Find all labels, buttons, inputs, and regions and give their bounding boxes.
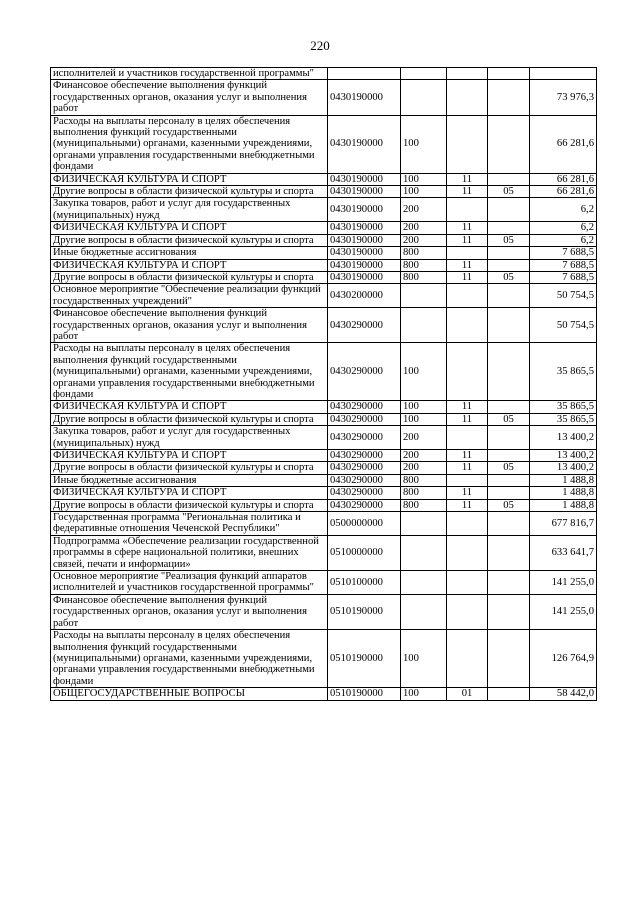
table-row bbox=[51, 450, 597, 462]
target-article-cell: 0430190000 bbox=[328, 186, 401, 198]
table-row bbox=[51, 688, 597, 700]
amount-cell: 6,2 bbox=[530, 222, 597, 234]
target-article-cell: 0510190000 bbox=[328, 630, 401, 688]
subsection-cell bbox=[488, 474, 530, 486]
subsection-cell: 05 bbox=[488, 271, 530, 283]
table-row bbox=[51, 198, 597, 222]
expense-type-cell: 100 bbox=[401, 413, 447, 425]
target-article-cell: 0510100000 bbox=[328, 571, 401, 595]
table-row bbox=[51, 571, 597, 595]
budget-table bbox=[50, 67, 597, 701]
row-name-cell: ФИЗИЧЕСКАЯ КУЛЬТУРА И СПОРТ bbox=[51, 173, 328, 185]
row-name-cell: ФИЗИЧЕСКАЯ КУЛЬТУРА И СПОРТ bbox=[51, 450, 328, 462]
section-cell bbox=[447, 284, 488, 308]
target-article-cell: 0430290000 bbox=[328, 343, 401, 401]
table-row bbox=[51, 68, 597, 80]
target-article-cell: 0430190000 bbox=[328, 173, 401, 185]
amount-cell: 7 688,5 bbox=[530, 271, 597, 283]
expense-type-cell bbox=[401, 68, 447, 80]
row-name-cell: Основное мероприятие "Обеспечение реализации функций государственных учреждений" bbox=[51, 284, 328, 308]
expense-type-cell: 100 bbox=[401, 688, 447, 700]
table-row bbox=[51, 186, 597, 198]
row-name-cell: Иные бюджетные ассигнования bbox=[51, 474, 328, 486]
subsection-cell bbox=[488, 535, 530, 570]
table-row bbox=[51, 487, 597, 499]
table-row bbox=[51, 630, 597, 688]
target-article-cell: 0430200000 bbox=[328, 284, 401, 308]
subsection-cell bbox=[488, 115, 530, 173]
target-article-cell: 0430190000 bbox=[328, 247, 401, 259]
target-article-cell: 0510190000 bbox=[328, 594, 401, 629]
table-row bbox=[51, 284, 597, 308]
amount-cell: 1 488,8 bbox=[530, 499, 597, 511]
subsection-cell: 05 bbox=[488, 499, 530, 511]
row-name-cell: Финансовое обеспечение выполнения функций государственных органов, оказания услуг и выполнения работ bbox=[51, 594, 328, 629]
subsection-cell bbox=[488, 173, 530, 185]
section-cell: 11 bbox=[447, 259, 488, 271]
subsection-cell: 05 bbox=[488, 413, 530, 425]
table-row bbox=[51, 594, 597, 629]
subsection-cell bbox=[488, 630, 530, 688]
table-row bbox=[51, 413, 597, 425]
row-name-cell: Другие вопросы в области физической культуры и спорта bbox=[51, 499, 328, 511]
row-name-cell: Другие вопросы в области физической культуры и спорта bbox=[51, 413, 328, 425]
budget-table-body bbox=[51, 68, 597, 701]
row-name-cell: Расходы на выплаты персоналу в целях обеспечения выполнения функций государственными (муниципальными) органами, казенными учреждениями, органами управления государственными внебюджетными фондами bbox=[51, 630, 328, 688]
subsection-cell bbox=[488, 512, 530, 536]
row-name-cell: ФИЗИЧЕСКАЯ КУЛЬТУРА И СПОРТ bbox=[51, 222, 328, 234]
section-cell bbox=[447, 426, 488, 450]
section-cell: 11 bbox=[447, 499, 488, 511]
table-row bbox=[51, 499, 597, 511]
table-row bbox=[51, 115, 597, 173]
row-name-cell: Другие вопросы в области физической культуры и спорта bbox=[51, 234, 328, 246]
table-row bbox=[51, 512, 597, 536]
table-row bbox=[51, 535, 597, 570]
row-name-cell: Расходы на выплаты персоналу в целях обеспечения выполнения функций государственными (муниципальными) органами, казенными учреждениями, органами управления государственными внебюджетными фондами bbox=[51, 115, 328, 173]
section-cell: 11 bbox=[447, 413, 488, 425]
table-row bbox=[51, 426, 597, 450]
amount-cell: 66 281,6 bbox=[530, 173, 597, 185]
section-cell bbox=[447, 247, 488, 259]
expense-type-cell: 200 bbox=[401, 234, 447, 246]
amount-cell: 35 865,5 bbox=[530, 413, 597, 425]
row-name-cell: Другие вопросы в области физической культуры и спорта bbox=[51, 271, 328, 283]
target-article-cell: 0430290000 bbox=[328, 487, 401, 499]
row-name-cell: Другие вопросы в области физической культуры и спорта bbox=[51, 186, 328, 198]
table-row bbox=[51, 222, 597, 234]
section-cell bbox=[447, 571, 488, 595]
amount-cell: 13 400,2 bbox=[530, 426, 597, 450]
amount-cell: 141 255,0 bbox=[530, 571, 597, 595]
section-cell bbox=[447, 68, 488, 80]
section-cell bbox=[447, 512, 488, 536]
row-name-cell: Финансовое обеспечение выполнения функций государственных органов, оказания услуг и выполнения работ bbox=[51, 308, 328, 343]
section-cell: 11 bbox=[447, 450, 488, 462]
table-row bbox=[51, 308, 597, 343]
target-article-cell: 0430190000 bbox=[328, 80, 401, 115]
target-article-cell: 0430290000 bbox=[328, 401, 401, 413]
target-article-cell: 0510000000 bbox=[328, 535, 401, 570]
section-cell bbox=[447, 535, 488, 570]
section-cell bbox=[447, 198, 488, 222]
expense-type-cell: 100 bbox=[401, 173, 447, 185]
row-name-cell: ОБЩЕГОСУДАРСТВЕННЫЕ ВОПРОСЫ bbox=[51, 688, 328, 700]
row-name-cell: Государственная программа "Региональная политика и федеративные отношения Чеченской Республики" bbox=[51, 512, 328, 536]
section-cell: 11 bbox=[447, 173, 488, 185]
row-name-cell: ФИЗИЧЕСКАЯ КУЛЬТУРА И СПОРТ bbox=[51, 259, 328, 271]
section-cell bbox=[447, 80, 488, 115]
expense-type-cell bbox=[401, 571, 447, 595]
target-article-cell bbox=[328, 68, 401, 80]
table-row bbox=[51, 462, 597, 474]
target-article-cell: 0510190000 bbox=[328, 688, 401, 700]
table-row bbox=[51, 234, 597, 246]
target-article-cell: 0430190000 bbox=[328, 198, 401, 222]
expense-type-cell: 200 bbox=[401, 222, 447, 234]
subsection-cell bbox=[488, 308, 530, 343]
section-cell bbox=[447, 630, 488, 688]
target-article-cell: 0430190000 bbox=[328, 115, 401, 173]
target-article-cell: 0430290000 bbox=[328, 462, 401, 474]
subsection-cell bbox=[488, 284, 530, 308]
table-row bbox=[51, 401, 597, 413]
row-name-cell: Закупка товаров, работ и услуг для государственных (муниципальных) нужд bbox=[51, 198, 328, 222]
amount-cell: 1 488,8 bbox=[530, 487, 597, 499]
target-article-cell: 0430190000 bbox=[328, 271, 401, 283]
subsection-cell bbox=[488, 401, 530, 413]
expense-type-cell: 800 bbox=[401, 247, 447, 259]
subsection-cell: 05 bbox=[488, 234, 530, 246]
row-name-cell: Другие вопросы в области физической культуры и спорта bbox=[51, 462, 328, 474]
section-cell bbox=[447, 115, 488, 173]
section-cell: 11 bbox=[447, 234, 488, 246]
expense-type-cell bbox=[401, 512, 447, 536]
subsection-cell bbox=[488, 450, 530, 462]
amount-cell: 1 488,8 bbox=[530, 474, 597, 486]
expense-type-cell: 800 bbox=[401, 487, 447, 499]
subsection-cell bbox=[488, 487, 530, 499]
row-name-cell: Расходы на выплаты персоналу в целях обеспечения выполнения функций государственными (муниципальными) органами, казенными учреждениями, органами управления государственными внебюджетными фондами bbox=[51, 343, 328, 401]
amount-cell: 677 816,7 bbox=[530, 512, 597, 536]
table-row bbox=[51, 80, 597, 115]
amount-cell: 13 400,2 bbox=[530, 462, 597, 474]
subsection-cell bbox=[488, 426, 530, 450]
row-name-cell: Закупка товаров, работ и услуг для государственных (муниципальных) нужд bbox=[51, 426, 328, 450]
section-cell: 11 bbox=[447, 222, 488, 234]
amount-cell: 633 641,7 bbox=[530, 535, 597, 570]
expense-type-cell: 800 bbox=[401, 474, 447, 486]
amount-cell: 126 764,9 bbox=[530, 630, 597, 688]
expense-type-cell: 100 bbox=[401, 186, 447, 198]
amount-cell: 50 754,5 bbox=[530, 308, 597, 343]
subsection-cell: 05 bbox=[488, 462, 530, 474]
subsection-cell bbox=[488, 343, 530, 401]
expense-type-cell: 800 bbox=[401, 499, 447, 511]
section-cell: 11 bbox=[447, 487, 488, 499]
target-article-cell: 0430290000 bbox=[328, 308, 401, 343]
target-article-cell: 0500000000 bbox=[328, 512, 401, 536]
amount-cell bbox=[530, 68, 597, 80]
table-row bbox=[51, 247, 597, 259]
expense-type-cell: 100 bbox=[401, 343, 447, 401]
section-cell bbox=[447, 308, 488, 343]
expense-type-cell bbox=[401, 535, 447, 570]
row-name-cell: исполнителей и участников государственной программы" bbox=[51, 68, 328, 80]
section-cell bbox=[447, 594, 488, 629]
target-article-cell: 0430290000 bbox=[328, 413, 401, 425]
subsection-cell bbox=[488, 80, 530, 115]
section-cell bbox=[447, 343, 488, 401]
amount-cell: 141 255,0 bbox=[530, 594, 597, 629]
amount-cell: 58 442,0 bbox=[530, 688, 597, 700]
expense-type-cell bbox=[401, 284, 447, 308]
target-article-cell: 0430290000 bbox=[328, 426, 401, 450]
expense-type-cell bbox=[401, 80, 447, 115]
section-cell bbox=[447, 474, 488, 486]
page-number: 220 bbox=[310, 38, 330, 53]
section-cell: 11 bbox=[447, 462, 488, 474]
target-article-cell: 0430190000 bbox=[328, 259, 401, 271]
row-name-cell: ФИЗИЧЕСКАЯ КУЛЬТУРА И СПОРТ bbox=[51, 401, 328, 413]
row-name-cell: Финансовое обеспечение выполнения функций государственных органов, оказания услуг и выполнения работ bbox=[51, 80, 328, 115]
expense-type-cell: 100 bbox=[401, 115, 447, 173]
subsection-cell bbox=[488, 594, 530, 629]
subsection-cell bbox=[488, 571, 530, 595]
target-article-cell: 0430290000 bbox=[328, 499, 401, 511]
amount-cell: 50 754,5 bbox=[530, 284, 597, 308]
target-article-cell: 0430290000 bbox=[328, 474, 401, 486]
row-name-cell: Иные бюджетные ассигнования bbox=[51, 247, 328, 259]
amount-cell: 73 976,3 bbox=[530, 80, 597, 115]
amount-cell: 7 688,5 bbox=[530, 259, 597, 271]
subsection-cell bbox=[488, 198, 530, 222]
row-name-cell: ФИЗИЧЕСКАЯ КУЛЬТУРА И СПОРТ bbox=[51, 487, 328, 499]
section-cell: 11 bbox=[447, 271, 488, 283]
amount-cell: 35 865,5 bbox=[530, 343, 597, 401]
amount-cell: 35 865,5 bbox=[530, 401, 597, 413]
target-article-cell: 0430190000 bbox=[328, 234, 401, 246]
section-cell: 11 bbox=[447, 401, 488, 413]
amount-cell: 66 281,6 bbox=[530, 186, 597, 198]
subsection-cell bbox=[488, 222, 530, 234]
expense-type-cell: 200 bbox=[401, 450, 447, 462]
expense-type-cell: 800 bbox=[401, 259, 447, 271]
table-row bbox=[51, 271, 597, 283]
row-name-cell: Подпрограмма «Обеспечение реализации государственной программы в сфере национальной политики, внешних связей, печати и информации» bbox=[51, 535, 328, 570]
expense-type-cell: 200 bbox=[401, 462, 447, 474]
subsection-cell bbox=[488, 68, 530, 80]
amount-cell: 66 281,6 bbox=[530, 115, 597, 173]
target-article-cell: 0430190000 bbox=[328, 222, 401, 234]
amount-cell: 7 688,5 bbox=[530, 247, 597, 259]
row-name-cell: Основное мероприятие "Реализация функций аппаратов исполнителей и участников государственной программы" bbox=[51, 571, 328, 595]
target-article-cell: 0430290000 bbox=[328, 450, 401, 462]
table-row bbox=[51, 173, 597, 185]
expense-type-cell: 200 bbox=[401, 198, 447, 222]
table-row bbox=[51, 343, 597, 401]
section-cell: 01 bbox=[447, 688, 488, 700]
table-row bbox=[51, 259, 597, 271]
expense-type-cell: 100 bbox=[401, 401, 447, 413]
subsection-cell bbox=[488, 247, 530, 259]
subsection-cell bbox=[488, 688, 530, 700]
subsection-cell bbox=[488, 259, 530, 271]
subsection-cell: 05 bbox=[488, 186, 530, 198]
expense-type-cell: 100 bbox=[401, 630, 447, 688]
expense-type-cell bbox=[401, 308, 447, 343]
amount-cell: 13 400,2 bbox=[530, 450, 597, 462]
expense-type-cell: 200 bbox=[401, 426, 447, 450]
section-cell: 11 bbox=[447, 186, 488, 198]
amount-cell: 6,2 bbox=[530, 198, 597, 222]
amount-cell: 6,2 bbox=[530, 234, 597, 246]
expense-type-cell bbox=[401, 594, 447, 629]
expense-type-cell: 800 bbox=[401, 271, 447, 283]
table-row bbox=[51, 474, 597, 486]
